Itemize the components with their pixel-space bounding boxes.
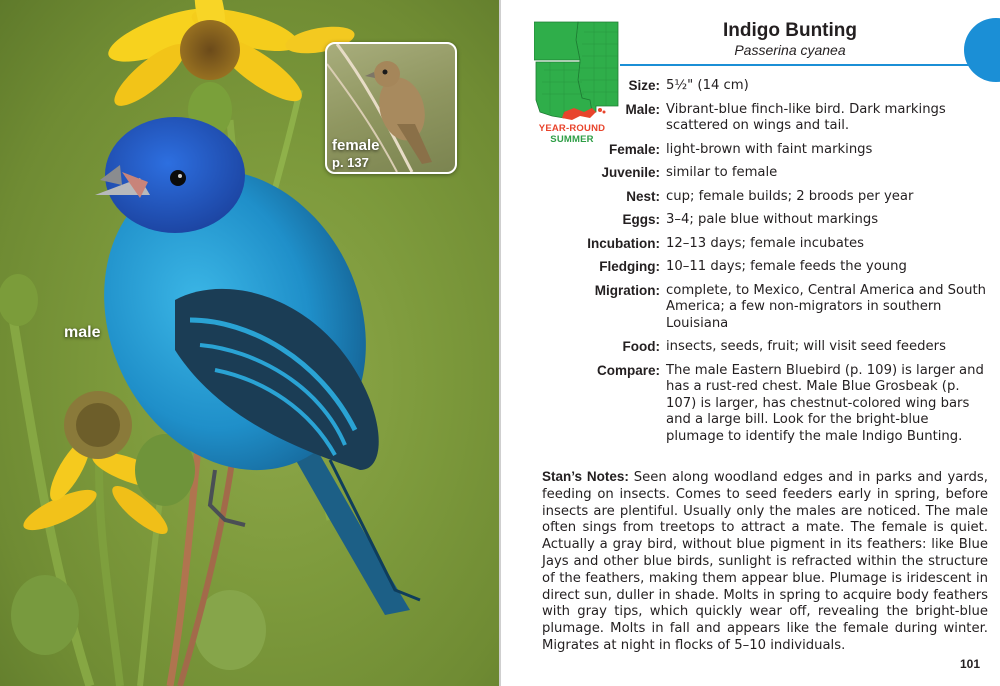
fact-label: Eggs: (622, 212, 660, 227)
fact-value: similar to female (666, 165, 778, 180)
fact-fledging (564, 259, 994, 276)
fact-label: Nest: (626, 188, 660, 204)
female-page-reference[interactable]: p. 137 (332, 155, 369, 170)
species-text-page (502, 0, 1000, 686)
fact-label: Size: (628, 78, 660, 93)
fact-label: Migration: (594, 282, 660, 298)
fact-value: 3–4; pale blue without markings (666, 212, 879, 227)
fact-value: 12–13 days; female incubates (666, 235, 864, 251)
fact-label: Incubation: (587, 235, 660, 251)
fact-size (564, 78, 994, 95)
fact-label: Compare: (596, 362, 660, 378)
fact-value: complete, to Mexico, Central America and South America; a few non-migrators in southern Louisiana (666, 282, 986, 331)
notes-text: Seen along woodland edges and in parks and yards, feeding on insects. Comes to seed feeders early in spring, before insects are plentiful. Usually only the males are noticed. The male often sings from treetops to attract a mate. The female is quiet. Actually a gray bird, without blue pigment in its feathers: like Blue Jays and other blue birds, sunlight is refracted within the structure of the feathers, making them appear blue. Plumage is iridescent in direct sun, duller in shade. Molts in spring to acquire body feathers with gray tips, which quickly wear off, revealing the bright-blue plumage. Molts in fall and appears like the female during winter. Migrates at night in flocks of 5–10 individuals. (542, 470, 988, 653)
stans-notes (542, 469, 988, 655)
fact-label: Female: (608, 141, 660, 157)
fact-juvenile (564, 165, 994, 182)
fact-compare (564, 363, 994, 446)
scientific-name: Passerina cyanea (734, 42, 846, 58)
fact-label: Fledging: (599, 259, 660, 274)
fact-food (564, 339, 994, 356)
fact-label: Male: (625, 101, 660, 117)
page-gutter (499, 0, 501, 686)
fact-label: Food: (622, 339, 660, 354)
fact-value: 10–11 days; female feeds the young (666, 259, 907, 274)
color-tab-circle (964, 18, 1000, 82)
fact-value: Vibrant-blue finch-like bird. Dark markings scattered on wings and tail. (666, 101, 946, 133)
male-photo-label: male (64, 324, 101, 341)
female-photo-label: female (332, 137, 380, 154)
fact-nest (564, 189, 994, 206)
fact-female (564, 142, 994, 159)
fact-migration (564, 283, 994, 333)
fact-incubation (564, 236, 994, 253)
fact-value: The male Eastern Bluebird (p. 109) is larger and has a rust-red chest. Male Blue Grosbeak (p. 107) is larger, has chestnut-colored wing bars and a large bill. Look for the bright-blue plumage to identify the male Indigo Bunting. (666, 362, 984, 444)
notes-label: Stan’s Notes: (542, 469, 634, 484)
fact-male (564, 102, 994, 135)
header-rule (620, 64, 972, 66)
fact-label: Juvenile: (601, 165, 660, 180)
species-facts (564, 78, 994, 445)
legend-summer: SUMMER (550, 134, 594, 145)
common-name: Indigo Bunting (722, 20, 857, 41)
fact-value: light-brown with faint markings (666, 141, 873, 157)
fact-value: 5½" (14 cm) (666, 78, 749, 93)
legend-year-round: YEAR-ROUND (538, 123, 606, 134)
fact-value: insects, seeds, fruit; will visit seed feeders (666, 339, 946, 354)
fact-value: cup; female builds; 2 broods per year (666, 188, 914, 204)
page-number: 101 (959, 657, 980, 671)
fact-eggs (564, 212, 994, 229)
